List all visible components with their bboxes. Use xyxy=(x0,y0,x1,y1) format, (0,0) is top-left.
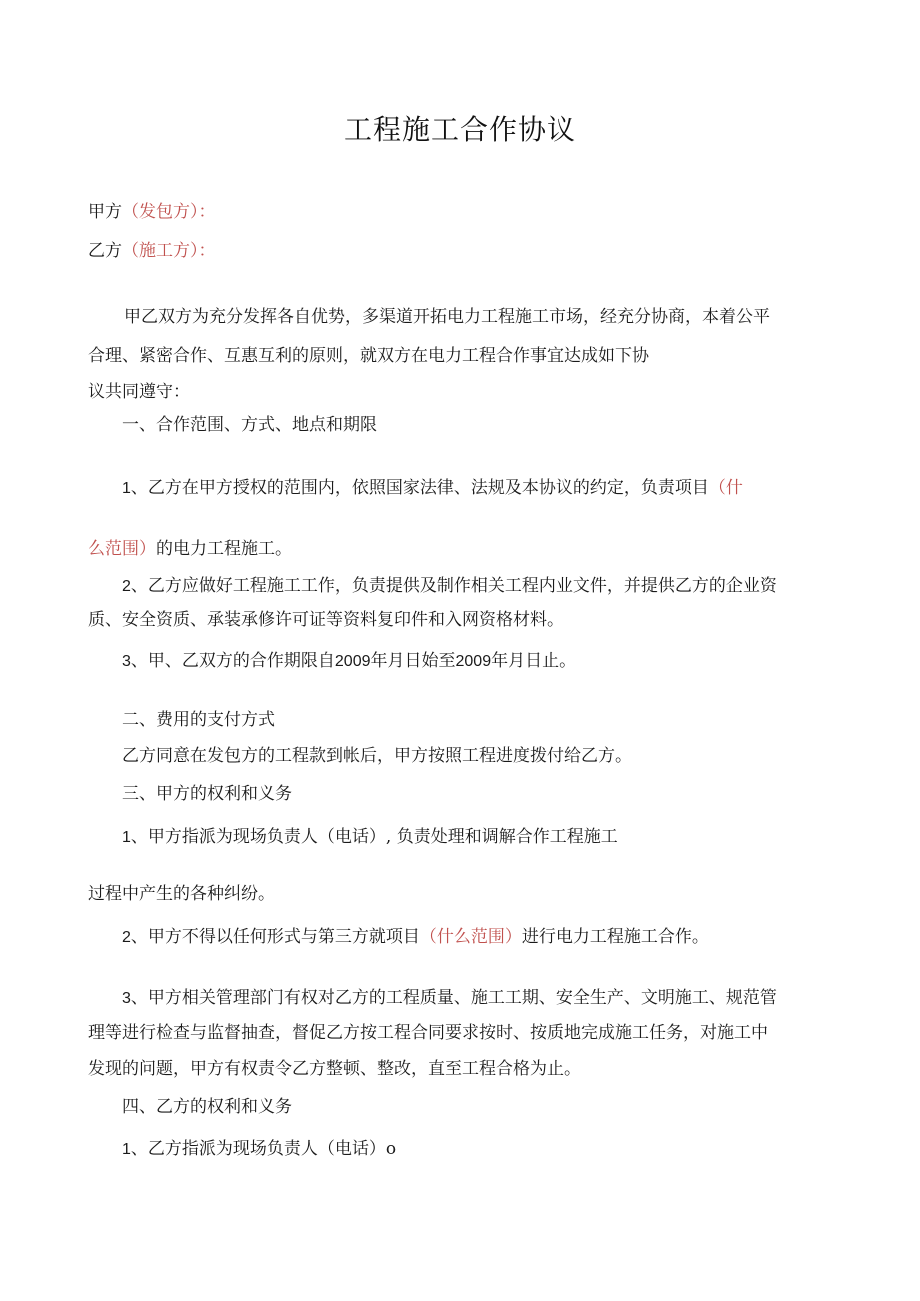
item-number: 3 xyxy=(122,653,131,670)
section-4-heading: 四、乙方的权利和义务 xyxy=(122,1097,292,1117)
scope-placeholder: （什 xyxy=(708,478,743,498)
section-1-item-2 xyxy=(122,575,882,598)
intro-line-2: 合理、紧密合作、互惠互利的原则，就双方在电力工程合作事宜达成如下协 xyxy=(88,346,649,366)
item-number: 1 xyxy=(122,480,131,497)
scope-placeholder: （什么范围） xyxy=(419,927,522,947)
start-year: 2009 xyxy=(334,653,371,670)
intro-line-1: 甲乙双方为充分发挥各自优势，多渠道开拓电力工程施工市场，经充分协商，本着公平 xyxy=(124,307,770,327)
section-1-item-1-cont xyxy=(88,538,848,560)
item-number: 2 xyxy=(122,929,131,946)
party-a-role: （发包方）： xyxy=(122,202,216,222)
section-4-item-1 xyxy=(122,1138,882,1161)
party-b-label: 乙方 xyxy=(88,241,122,261)
section-1-item-2-cont: 质、安全资质、承装承修许可证等资料复印件和入网资格材料。 xyxy=(88,610,564,630)
item-number: 2 xyxy=(122,578,131,595)
party-a-label: 甲方 xyxy=(88,202,122,222)
item-text: 、甲方相关管理部门有权对乙方的工程质量、施工工期、安全生产、文明施工、规范管 xyxy=(130,988,777,1008)
item-text: 、乙方指派为现场负责人（电话）o xyxy=(130,1139,397,1159)
party-b-role: （施工方）： xyxy=(122,241,216,261)
section-2-heading: 二、费用的支付方式 xyxy=(122,710,275,730)
party-a-line xyxy=(88,201,848,223)
section-1-item-3 xyxy=(122,650,882,673)
item-text: 进行电力工程施工合作。 xyxy=(521,927,709,947)
scope-placeholder-cont: 么范围） xyxy=(88,539,156,559)
section-3-heading: 三、甲方的权利和义务 xyxy=(122,784,292,804)
section-1-item-1 xyxy=(122,477,882,500)
document-title: 工程施工合作协议 xyxy=(343,113,576,146)
item-text: 、乙方在甲方授权的范围内，依照国家法律、法规及本协议的约定，负责项目 xyxy=(130,478,709,498)
item-number: 3 xyxy=(122,990,131,1007)
section-3-item-3 xyxy=(122,987,882,1010)
item-number: 1 xyxy=(122,1141,131,1158)
section-1-heading: 一、合作范围、方式、地点和期限 xyxy=(122,415,377,435)
item-number: 1 xyxy=(122,829,131,846)
section-3-item-1 xyxy=(122,826,882,849)
item-text: 年月日止。 xyxy=(491,651,577,671)
end-year: 2009 xyxy=(455,653,492,670)
item-text: 、甲方指派为现场负责人（电话）, 负责处理和调解合作工程施工 xyxy=(130,827,618,847)
item-text: 年月日始至 xyxy=(370,651,456,671)
intro-line-3: 议共同遵守： xyxy=(88,382,190,402)
item-text: 、甲、乙双方的合作期限自 xyxy=(130,651,335,671)
section-3-item-2 xyxy=(122,926,882,949)
section-3-item-3-cont-1: 理等进行检查与监督抽查，督促乙方按工程合同要求按时、按质地完成施工任务，对施工中 xyxy=(88,1023,768,1043)
item-text: 、乙方应做好工程施工工作，负责提供及制作相关工程内业文件，并提供乙方的企业资 xyxy=(130,576,777,596)
section-2-text: 乙方同意在发包方的工程款到帐后，甲方按照工程进度拨付给乙方。 xyxy=(122,746,632,766)
party-b-line xyxy=(88,240,848,262)
item-text-tail: 的电力工程施工。 xyxy=(156,539,292,559)
item-text: 、甲方不得以任何形式与第三方就项目 xyxy=(130,927,420,947)
section-3-item-1-cont: 过程中产生的各种纠纷。 xyxy=(88,884,275,904)
section-3-item-3-cont-2: 发现的问题，甲方有权责令乙方整顿、整改，直至工程合格为止。 xyxy=(88,1059,581,1079)
